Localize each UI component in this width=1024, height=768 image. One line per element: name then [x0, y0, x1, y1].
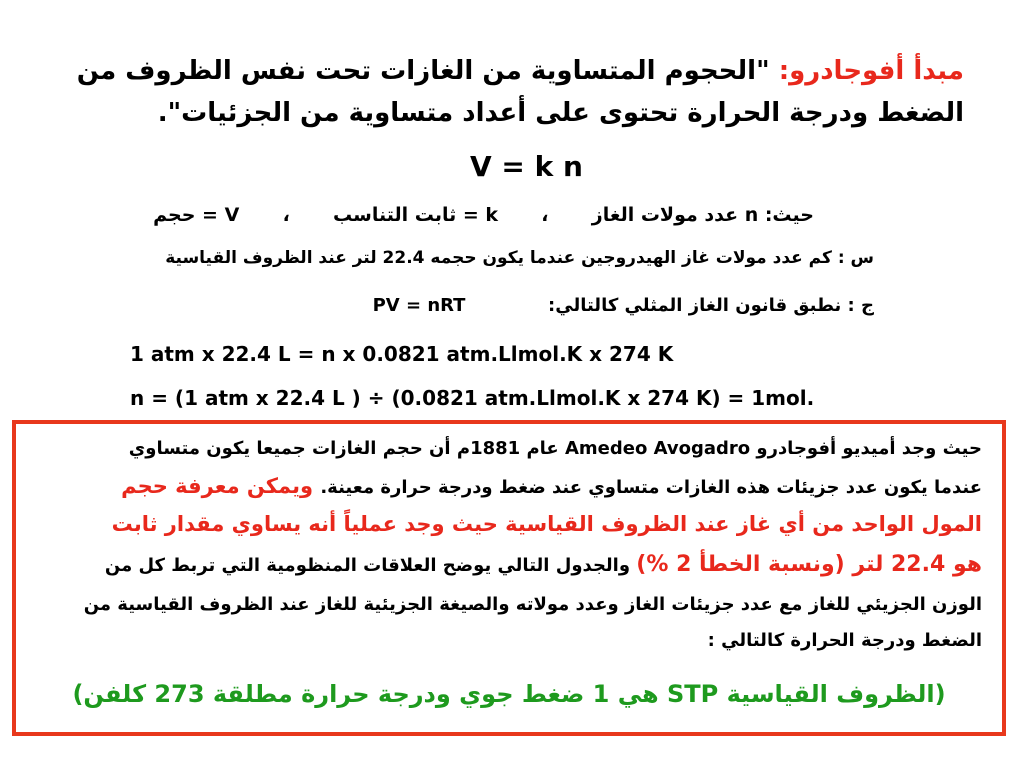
info-line-1: حيث وجد أميديو أفوجادرو Amedeo Avogadro عام 1881م أن حجم الغازات جميعا يكون متساوي — [128, 438, 982, 459]
formula: V = k n — [470, 150, 583, 183]
principle-statement-part1: "الحجوم المتساوية من الغازات تحت نفس الظروف من — [76, 56, 779, 86]
info-line-4-highlight: هو 22.4 لتر (ونسبة الخطأ 2 %) — [636, 552, 982, 577]
gas-law-formula: PV = nRT — [372, 295, 466, 316]
info-line-2 — [121, 474, 982, 498]
stp-definition: (الظروف القياسية STP هي 1 ضغط جوي ودرجة حرارة مطلقة 273 كلفن) — [72, 680, 946, 708]
info-line-6: الضغط ودرجة الحرارة كالتالي : — [707, 630, 982, 651]
principle-heading-line2: الضغط ودرجة الحرارة تحتوى على أعداد متساوية من الجزئيات". — [157, 98, 964, 128]
info-line-5: الوزن الجزيئي للغاز مع عدد جزيئات الغاز وعدد مولاته والصيغة الجزيئية للغاز عند الظروف القياسية من — [83, 594, 982, 615]
info-line-4 — [105, 552, 982, 577]
answer-line — [373, 295, 874, 316]
principle-title: مبدأ أفوجادرو: — [778, 56, 964, 86]
definition-k: k = ثابت التناسب — [333, 204, 499, 226]
answer-intro: ج : نطبق قانون الغاز المثلي كالتالي: — [548, 295, 874, 316]
info-line-2-text: عندما يكون عدد جزيئات هذه الغازات متساوي عند ضغط ودرجة حرارة معينة. — [320, 477, 982, 498]
info-line-2-highlight: ويمكن معرفة حجم — [121, 474, 321, 498]
calculation-step-2: n = (1 atm x 22.4 L ) ÷ (0.0821 atm.Llmol.K x 274 K) = 1mol. — [130, 386, 815, 410]
calculation-step-1: 1 atm x 22.4 L = n x 0.0821 atm.Llmol.K x 274 K — [130, 342, 674, 366]
question-text: س : كم عدد مولات غاز الهيدروجين عندما يكون حجمه 22.4 لتر عند الظروف القياسية — [165, 248, 874, 268]
info-line-4-text: والجدول التالي يوضح العلاقات المنظومية التي تربط كل من — [104, 555, 637, 576]
definition-v: V = حجم — [153, 204, 240, 226]
definition-separator: ، — [541, 204, 549, 226]
info-line-3-highlight: المول الواحد من أي غاز عند الظروف القياسية حيث وجد عملياً أنه يساوي مقدار ثابت — [111, 512, 982, 536]
definitions-line — [153, 204, 814, 226]
avogadro-info-box — [12, 420, 1006, 736]
principle-heading-line1 — [77, 56, 964, 86]
definition-n: حيث: n عدد مولات الغاز — [591, 204, 814, 226]
definition-separator: ، — [282, 204, 290, 226]
